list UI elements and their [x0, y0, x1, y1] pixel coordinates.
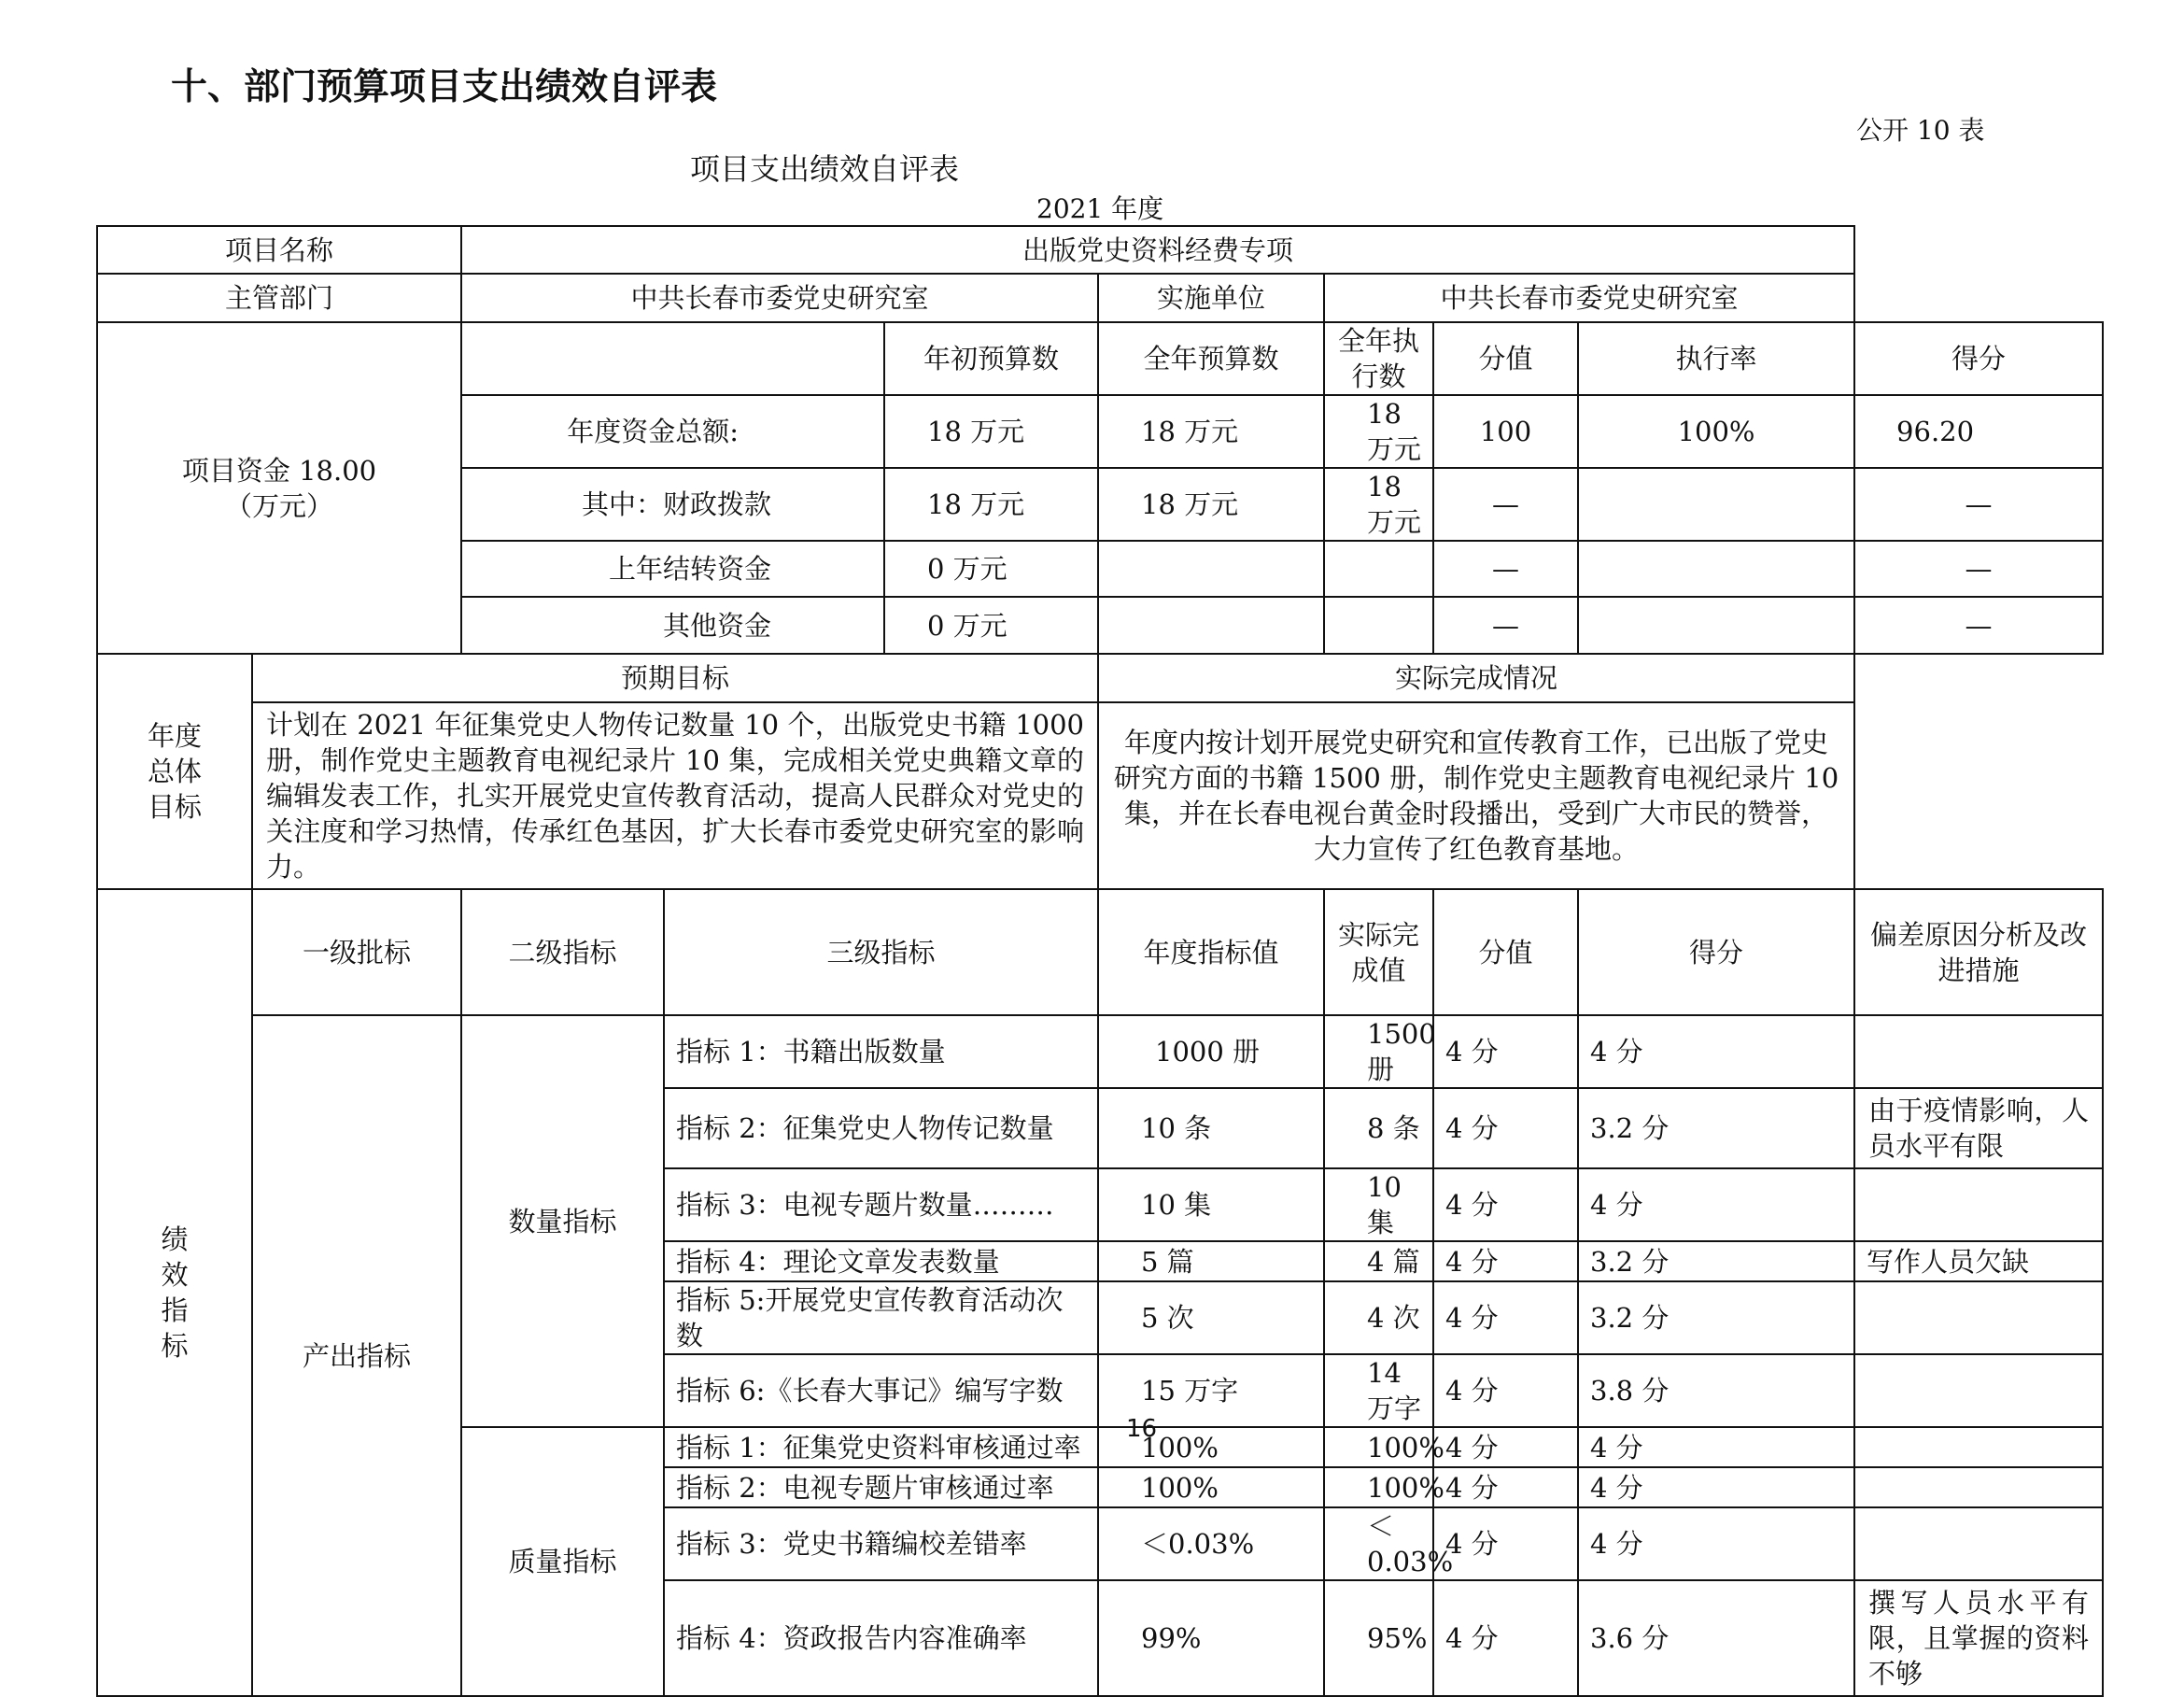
indicators-label-char: 指 — [161, 1294, 189, 1326]
actual-completion-header: 实际完成情况 — [1098, 654, 1854, 702]
funds-header-score-value: 分值 — [1433, 322, 1578, 395]
indicator-target: ＜0.03% — [1098, 1507, 1324, 1580]
level3-header: 三级指标 — [664, 889, 1098, 1015]
funds-initial: 0 万元 — [884, 541, 1098, 597]
funds-label-line2: （万元） — [225, 489, 334, 522]
funds-initial: 18 万元 — [884, 395, 1098, 468]
funds-score: — — [1854, 597, 2103, 654]
indicator-deviation — [1854, 1507, 2103, 1580]
funds-score: 96.20 — [1854, 395, 2103, 468]
indicator-deviation — [1854, 1354, 2103, 1427]
funds-header-blank — [461, 322, 884, 395]
indicator-score-value: 4 分 — [1433, 1015, 1578, 1088]
funds-executed: 18 万元 — [1324, 468, 1433, 541]
goals-header-row — [97, 654, 2103, 702]
goals-label-line3: 目标 — [147, 791, 202, 823]
funds-score-value: — — [1433, 468, 1578, 541]
indicator-deviation: 撰写人员水平有限，且掌握的资料不够 — [1854, 1580, 2103, 1696]
indicator-deviation — [1854, 1015, 2103, 1088]
indicator-target: 99% — [1098, 1580, 1324, 1696]
funds-row-label: 其中：财政拨款 — [461, 468, 884, 541]
indicator-score: 3.6 分 — [1578, 1580, 1854, 1696]
funds-executed — [1324, 597, 1433, 654]
funds-label — [97, 322, 461, 654]
actual-completion-text: 年度内按计划开展党史研究和宣传教育工作，已出版了党史研究方面的书籍 1500 册，制作党史主题教育电视纪录片 10 集，并在长春电视台黄金时段播出，受到广大市民的赞誉，大力宣传了红色教育基地。 — [1098, 702, 1854, 889]
indicator-target: 1000 册 — [1098, 1015, 1324, 1088]
indicators-label — [97, 889, 252, 1696]
indicator-score-value: 4 分 — [1433, 1507, 1578, 1580]
deviation-header-line1: 偏差原因分析及改 — [1870, 918, 2088, 951]
indicator-actual: 14 万字 — [1324, 1354, 1433, 1427]
score-value-header: 分值 — [1433, 889, 1578, 1015]
indicator-row — [97, 1015, 2103, 1088]
quantity-indicator-label: 数量指标 — [461, 1015, 664, 1427]
indicator-score-value: 4 分 — [1433, 1281, 1578, 1354]
indicator-deviation: 由于疫情影响，人员水平有限 — [1854, 1088, 2103, 1168]
indicator-target: 15 万字 — [1098, 1354, 1324, 1427]
funds-annual: 18 万元 — [1098, 395, 1324, 468]
funds-rate: 100% — [1578, 395, 1854, 468]
indicator-score-value: 4 分 — [1433, 1354, 1578, 1427]
funds-score-value: — — [1433, 541, 1578, 597]
indicator-deviation — [1854, 1467, 2103, 1507]
indicator-name: 指标 2：电视专题片审核通过率 — [664, 1467, 1098, 1507]
indicator-score-value: 4 分 — [1433, 1241, 1578, 1281]
indicators-label-char: 绩 — [161, 1223, 189, 1255]
self-evaluation-table — [96, 225, 2104, 1697]
dept-label: 主管部门 — [97, 274, 461, 322]
indicator-target: 5 次 — [1098, 1281, 1324, 1354]
indicator-score: 4 分 — [1578, 1507, 1854, 1580]
dept-value: 中共长春市委党史研究室 — [461, 274, 1098, 322]
indicator-name: 指标 1：书籍出版数量 — [664, 1015, 1098, 1088]
funds-header-executed: 全年执行数 — [1324, 322, 1433, 395]
score-header: 得分 — [1578, 889, 1854, 1015]
indicator-name: 指标 3：电视专题片数量……… — [664, 1168, 1098, 1241]
form-number: 公开 10 表 — [1856, 115, 1985, 146]
indicator-score-value: 4 分 — [1433, 1467, 1578, 1507]
project-name-row — [97, 226, 2103, 274]
indicator-name: 指标 1：征集党史资料审核通过率 — [664, 1427, 1098, 1467]
goals-label — [97, 654, 252, 889]
funds-annual — [1098, 597, 1324, 654]
deviation-header-line2: 进措施 — [1937, 954, 2020, 986]
funds-rate — [1578, 541, 1854, 597]
funds-header-score: 得分 — [1854, 322, 2103, 395]
indicator-score: 3.2 分 — [1578, 1088, 1854, 1168]
indicator-actual: 4 篇 — [1324, 1241, 1433, 1281]
indicator-score: 3.2 分 — [1578, 1241, 1854, 1281]
indicator-score-value: 4 分 — [1433, 1168, 1578, 1241]
indicators-label-char: 标 — [161, 1330, 189, 1362]
indicator-name: 指标 4：理论文章发表数量 — [664, 1241, 1098, 1281]
indicator-target: 10 集 — [1098, 1168, 1324, 1241]
actual-header: 实际完成值 — [1324, 889, 1433, 1015]
target-header: 年度指标值 — [1098, 889, 1324, 1015]
funds-annual — [1098, 541, 1324, 597]
indicators-label-char: 效 — [161, 1259, 189, 1291]
goals-label-line1: 年度 — [147, 720, 202, 752]
indicator-actual: 8 条 — [1324, 1088, 1433, 1168]
indicator-actual: 4 次 — [1324, 1281, 1433, 1354]
goals-body-row — [97, 702, 2103, 889]
indicator-score: 4 分 — [1578, 1467, 1854, 1507]
project-name-value: 出版党史资料经费专项 — [461, 226, 1854, 274]
indicators-header-row — [97, 889, 2103, 1015]
project-name-label: 项目名称 — [97, 226, 461, 274]
funds-score: — — [1854, 541, 2103, 597]
indicator-deviation: 写作人员欠缺 — [1854, 1241, 2103, 1281]
funds-score: — — [1854, 468, 2103, 541]
indicator-name: 指标 5:开展党史宣传教育活动次数 — [664, 1281, 1098, 1354]
table-title: 项目支出绩效自评表 — [690, 151, 960, 187]
expected-goal-header: 预期目标 — [252, 654, 1098, 702]
funds-executed — [1324, 541, 1433, 597]
funds-row-label: 年度资金总额: — [461, 395, 884, 468]
impl-value: 中共长春市委党史研究室 — [1324, 274, 1854, 322]
level1-header: 一级批标 — [252, 889, 461, 1015]
funds-header-annual: 全年预算数 — [1098, 322, 1324, 395]
indicator-actual: 100% — [1324, 1427, 1433, 1467]
indicator-name: 指标 6:《长春大事记》编写字数 — [664, 1354, 1098, 1427]
page-heading: 十、部门预算项目支出绩效自评表 — [171, 66, 718, 108]
indicator-score: 3.8 分 — [1578, 1354, 1854, 1427]
indicator-target: 5 篇 — [1098, 1241, 1324, 1281]
indicator-actual: 10 集 — [1324, 1168, 1433, 1241]
funds-row-label: 其他资金 — [461, 597, 884, 654]
indicator-deviation — [1854, 1281, 2103, 1354]
funds-initial: 18 万元 — [884, 468, 1098, 541]
funds-header-rate: 执行率 — [1578, 322, 1854, 395]
funds-rate — [1578, 468, 1854, 541]
indicator-score: 3.2 分 — [1578, 1281, 1854, 1354]
funds-score-value: 100 — [1433, 395, 1578, 468]
page-number: 16 — [1126, 1415, 1158, 1443]
fiscal-year: 2021 年度 — [1036, 193, 1164, 224]
deviation-header — [1854, 889, 2103, 1015]
funds-header-row — [97, 322, 2103, 395]
department-row — [97, 274, 2103, 322]
indicator-score: 4 分 — [1578, 1015, 1854, 1088]
funds-header-initial: 年初预算数 — [884, 322, 1098, 395]
indicator-actual: 95% — [1324, 1580, 1433, 1696]
indicator-score-value: 4 分 — [1433, 1427, 1578, 1467]
quality-indicator-label: 质量指标 — [461, 1427, 664, 1696]
indicator-target: 10 条 — [1098, 1088, 1324, 1168]
indicator-score: 4 分 — [1578, 1168, 1854, 1241]
indicator-score-value: 4 分 — [1433, 1088, 1578, 1168]
indicator-name: 指标 3：党史书籍编校差错率 — [664, 1507, 1098, 1580]
level1-name: 产出指标 — [252, 1015, 461, 1696]
funds-label-line1: 项目资金 18.00 — [181, 454, 377, 487]
level2-header: 二级指标 — [461, 889, 664, 1015]
funds-annual: 18 万元 — [1098, 468, 1324, 541]
funds-score-value: — — [1433, 597, 1578, 654]
indicator-score-value: 4 分 — [1433, 1580, 1578, 1696]
indicator-actual: ＜0.03% — [1324, 1507, 1433, 1580]
indicator-target: 100% — [1098, 1427, 1324, 1467]
goals-label-line2: 总体 — [147, 756, 202, 787]
impl-label: 实施单位 — [1098, 274, 1324, 322]
indicator-deviation — [1854, 1168, 2103, 1241]
indicator-name: 指标 4：资政报告内容准确率 — [664, 1580, 1098, 1696]
funds-rate — [1578, 597, 1854, 654]
indicator-deviation — [1854, 1427, 2103, 1467]
indicator-name: 指标 2：征集党史人物传记数量 — [664, 1088, 1098, 1168]
indicator-actual: 100% — [1324, 1467, 1433, 1507]
indicator-actual: 1500 册 — [1324, 1015, 1433, 1088]
expected-goal-text: 计划在 2021 年征集党史人物传记数量 10 个，出版党史书籍 1000 册，制作党史主题教育电视纪录片 10 集，完成相关党史典籍文章的编辑发表工作，扎实开展党史宣传教育活动，提高人民群众对党史的关注度和学习热情，传承红色基因，扩大长春市委党史研究室的影响力。 — [252, 702, 1098, 889]
funds-initial: 0 万元 — [884, 597, 1098, 654]
funds-row-label: 上年结转资金 — [461, 541, 884, 597]
indicator-score: 4 分 — [1578, 1427, 1854, 1467]
funds-executed: 18 万元 — [1324, 395, 1433, 468]
indicator-target: 100% — [1098, 1467, 1324, 1507]
